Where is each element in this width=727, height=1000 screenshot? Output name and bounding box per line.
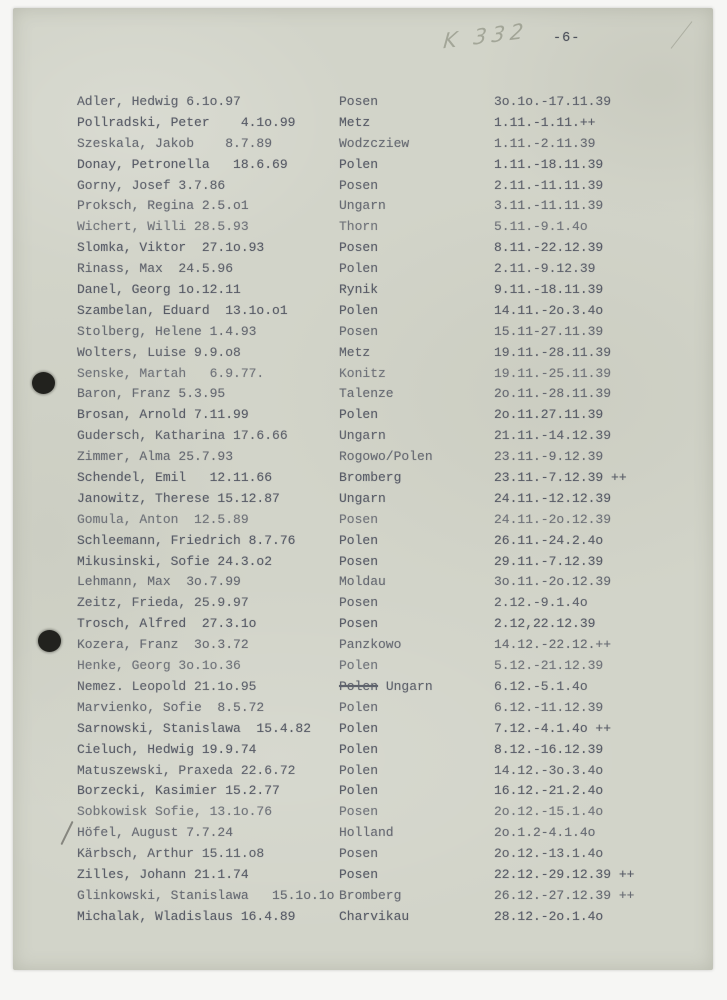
table-row xyxy=(77,405,677,426)
person-name-and-birthdate: Zilles, Johann 21.1.74 xyxy=(77,866,249,882)
table-row xyxy=(77,196,677,217)
person-name-and-birthdate: Senske, Martah 6.9.77. xyxy=(77,365,265,381)
detention-dates: 14.12.-3o.3.4o xyxy=(494,762,604,778)
person-name-and-birthdate: Sobkowisk Sofie, 13.1o.76 xyxy=(77,804,273,820)
table-row xyxy=(77,468,677,489)
person-name-and-birthdate: Brosan, Arnold 7.11.99 xyxy=(77,407,249,423)
place-of-origin: Polen xyxy=(339,783,379,799)
place-of-origin: Posen xyxy=(339,616,379,632)
table-row xyxy=(77,92,677,113)
detention-dates: 2.11.-11.11.39 xyxy=(494,177,604,193)
table-row xyxy=(77,510,677,531)
detention-dates: 7.12.-4.1.4o ++ xyxy=(494,720,612,736)
place-of-origin: Ungarn xyxy=(339,490,386,506)
place-corrected: Ungarn xyxy=(385,678,433,694)
person-name-and-birthdate: Szambelan, Eduard 13.1o.o1 xyxy=(77,302,288,318)
table-row xyxy=(77,113,677,134)
page-number: -6- xyxy=(553,31,581,46)
place-of-origin: Bromberg xyxy=(339,887,402,903)
punch-hole-bottom xyxy=(38,630,61,652)
detention-dates: 22.12.-29.12.39 ++ xyxy=(494,866,635,882)
table-row xyxy=(77,677,677,698)
place-of-origin: Ungarn xyxy=(339,198,386,214)
detention-dates: 2o.1.2-4.1.4o xyxy=(494,825,596,841)
person-name-and-birthdate: Mikusinski, Sofie 24.3.o2 xyxy=(77,553,273,569)
table-row xyxy=(77,343,677,364)
detention-dates: 3o.1o.-17.11.39 xyxy=(494,94,612,109)
detention-dates: 1.11.-1.11.++ xyxy=(494,114,596,130)
place-of-origin: Polen xyxy=(339,762,379,778)
place-of-origin: Polen xyxy=(339,658,379,674)
table-row xyxy=(77,802,677,823)
person-name-and-birthdate: Janowitz, Therese 15.12.87 xyxy=(77,490,280,506)
person-name-and-birthdate: Proksch, Regina 2.5.o1 xyxy=(77,198,249,214)
person-name-and-birthdate: Wichert, Willi 28.5.93 xyxy=(77,219,249,235)
place-of-origin: Posen xyxy=(339,323,379,339)
place-of-origin: Polen xyxy=(339,261,379,277)
place-of-origin: Thorn xyxy=(339,219,379,235)
prisoner-list xyxy=(77,92,677,928)
table-row xyxy=(77,364,677,385)
detention-dates: 1.11.-2.11.39 xyxy=(494,135,596,151)
place-of-origin: Posen xyxy=(339,595,379,611)
table-row xyxy=(77,656,677,677)
person-name-and-birthdate: Glinkowski, Stanislawa 15.1o.1o xyxy=(77,887,335,903)
table-row xyxy=(77,635,677,656)
place-of-origin: Metz xyxy=(339,344,371,360)
person-name-and-birthdate: Cieluch, Hedwig 19.9.74 xyxy=(77,741,257,757)
person-name-and-birthdate: Marvienko, Sofie 8.5.72 xyxy=(77,699,265,715)
person-name-and-birthdate: Slomka, Viktor 27.1o.93 xyxy=(77,240,265,256)
table-row xyxy=(77,531,677,552)
table-row xyxy=(77,552,677,573)
place-of-origin: Polen xyxy=(339,532,379,548)
detention-dates: 8.11.-22.12.39 xyxy=(494,240,604,256)
detention-dates: 24.11.-12.12.39 xyxy=(494,490,612,506)
place-of-origin: Metz xyxy=(339,114,371,130)
person-name-and-birthdate: Sarnowski, Stanislawa 15.4.82 xyxy=(77,720,312,736)
table-row xyxy=(77,384,677,405)
person-name-and-birthdate: Stolberg, Helene 1.4.93 xyxy=(77,323,257,339)
table-row xyxy=(77,698,677,719)
table-row xyxy=(77,217,677,238)
place-of-origin: Polen xyxy=(339,741,379,757)
table-row xyxy=(77,844,677,865)
detention-dates: 24.11.-2o.12.39 xyxy=(494,511,612,527)
detention-dates: 2o.12.-15.1.4o xyxy=(494,804,604,820)
detention-dates: 14.11.-2o.3.4o xyxy=(494,302,604,318)
place-of-origin: Posen xyxy=(339,94,379,109)
detention-dates: 21.11.-14.12.39 xyxy=(494,428,612,444)
table-row xyxy=(77,572,677,593)
detention-dates: 2.11.-9.12.39 xyxy=(494,261,596,277)
person-name-and-birthdate: Kozera, Franz 3o.3.72 xyxy=(77,637,249,653)
table-row xyxy=(77,155,677,176)
detention-dates: 2o.11.-28.11.39 xyxy=(494,386,612,402)
detention-dates: 23.11.-7.12.39 ++ xyxy=(494,470,627,486)
table-row xyxy=(77,614,677,635)
place-of-origin: Polen xyxy=(339,302,379,318)
table-row xyxy=(77,259,677,280)
person-name-and-birthdate: Henke, Georg 3o.1o.36 xyxy=(77,658,241,674)
person-name-and-birthdate: Wolters, Luise 9.9.o8 xyxy=(77,344,241,360)
person-name-and-birthdate: Donay, Petronella 18.6.69 xyxy=(77,156,288,172)
place-of-origin: Polen xyxy=(339,699,379,715)
detention-dates: 16.12.-21.2.4o xyxy=(494,783,604,799)
detention-dates: 15.11-27.11.39 xyxy=(494,323,604,339)
person-name-and-birthdate: Adler, Hedwig 6.1o.97 xyxy=(77,94,241,109)
place-of-origin: Posen xyxy=(339,804,379,820)
table-row xyxy=(77,322,677,343)
detention-dates: 26.12.-27.12.39 ++ xyxy=(494,887,635,903)
place-of-origin: Charvikau xyxy=(339,908,410,924)
person-name-and-birthdate: Gorny, Josef 3.7.86 xyxy=(77,177,226,193)
place-of-origin: Ungarn xyxy=(339,428,386,444)
place-of-origin: Posen xyxy=(339,511,379,527)
detention-dates: 8.12.-16.12.39 xyxy=(494,741,604,757)
place-of-origin: Posen xyxy=(339,866,379,882)
person-name-and-birthdate: Gudersch, Katharina 17.6.66 xyxy=(77,428,288,444)
table-row xyxy=(77,238,677,259)
table-row xyxy=(77,761,677,782)
detention-dates: 6.12.-5.1.4o xyxy=(494,678,588,694)
person-name-and-birthdate: Zimmer, Alma 25.7.93 xyxy=(77,449,234,465)
person-name-and-birthdate: Matuszewski, Praxeda 22.6.72 xyxy=(77,762,296,778)
table-row xyxy=(77,719,677,740)
place-of-origin: Holland xyxy=(339,825,394,841)
table-row xyxy=(77,593,677,614)
person-name-and-birthdate: Borzecki, Kasimier 15.2.77 xyxy=(77,783,280,799)
detention-dates: 23.11.-9.12.39 xyxy=(494,449,604,465)
table-row xyxy=(77,907,677,928)
detention-dates: 9.11.-18.11.39 xyxy=(494,282,604,298)
table-row xyxy=(77,426,677,447)
person-name-and-birthdate: Rinass, Max 24.5.96 xyxy=(77,261,234,277)
person-name-and-birthdate: Trosch, Alfred 27.3.1o xyxy=(77,616,257,632)
detention-dates: 5.11.-9.1.4o xyxy=(494,219,588,235)
person-name-and-birthdate: Gomula, Anton 12.5.89 xyxy=(77,511,249,527)
table-row xyxy=(77,489,677,510)
place-of-origin: Posen xyxy=(339,240,379,256)
table-row xyxy=(77,886,677,907)
place-of-origin: Posen xyxy=(339,177,379,193)
person-name-and-birthdate: Zeitz, Frieda, 25.9.97 xyxy=(77,595,249,611)
detention-dates: 14.12.-22.12.++ xyxy=(494,637,612,653)
detention-dates: 2.12.-9.1.4o xyxy=(494,595,588,611)
place-of-origin: Posen xyxy=(339,846,379,862)
place-of-origin: Bromberg xyxy=(339,470,402,486)
detention-dates: 28.12.-2o.1.4o xyxy=(494,908,604,924)
detention-dates: 6.12.-11.12.39 xyxy=(494,699,604,715)
scanned-paper-page xyxy=(13,8,713,970)
detention-dates: 3o.11.-2o.12.39 xyxy=(494,574,612,590)
place-of-origin: Polen xyxy=(339,407,379,423)
table-row xyxy=(77,280,677,301)
person-name-and-birthdate: Schleemann, Friedrich 8.7.76 xyxy=(77,532,296,548)
place-of-origin: Talenze xyxy=(339,386,394,402)
place-struck-through: Polen xyxy=(339,678,379,694)
person-name-and-birthdate: Nemez. Leopold 21.1o.95 xyxy=(77,678,257,694)
pencil-annotation: K 332 xyxy=(442,18,530,54)
detention-dates: 2.12,22.12.39 xyxy=(494,616,596,632)
place-of-origin: Konitz xyxy=(339,365,386,381)
table-row xyxy=(77,740,677,761)
person-name-and-birthdate: Höfel, August 7.7.24 xyxy=(77,825,234,841)
place-of-origin: Wodzcziew xyxy=(339,135,410,151)
detention-dates: 19.11.-28.11.39 xyxy=(494,344,612,360)
detention-dates: 26.11.-24.2.4o xyxy=(494,532,604,548)
paper-crease xyxy=(671,21,693,48)
detention-dates: 3.11.-11.11.39 xyxy=(494,198,604,214)
place-of-origin: Rogowo/Polen xyxy=(339,449,433,465)
table-row xyxy=(77,176,677,197)
table-row xyxy=(77,134,677,155)
place-of-origin: Posen xyxy=(339,553,379,569)
place-of-origin: Moldau xyxy=(339,574,386,590)
detention-dates: 2o.11.27.11.39 xyxy=(494,407,604,423)
person-name-and-birthdate: Szeskala, Jakob 8.7.89 xyxy=(77,135,273,151)
person-name-and-birthdate: Baron, Franz 5.3.95 xyxy=(77,386,226,402)
person-name-and-birthdate: Schendel, Emil 12.11.66 xyxy=(77,470,273,486)
detention-dates: 19.11.-25.11.39 xyxy=(494,365,612,381)
detention-dates: 5.12.-21.12.39 xyxy=(494,658,604,674)
detention-dates: 29.11.-7.12.39 xyxy=(494,553,604,569)
place-of-origin: Rynik xyxy=(339,282,379,298)
table-row xyxy=(77,823,677,844)
detention-dates: 1.11.-18.11.39 xyxy=(494,156,604,172)
person-name-and-birthdate: Lehmann, Max 3o.7.99 xyxy=(77,574,241,590)
pencil-checkmark xyxy=(60,821,73,845)
table-row xyxy=(77,301,677,322)
table-row xyxy=(77,447,677,468)
place-of-origin: Polen xyxy=(339,156,379,172)
person-name-and-birthdate: Kärbsch, Arthur 15.11.o8 xyxy=(77,846,265,862)
place-of-origin xyxy=(339,677,433,698)
place-of-origin: Polen xyxy=(339,720,379,736)
detention-dates: 2o.12.-13.1.4o xyxy=(494,846,604,862)
place-of-origin: Panzkowo xyxy=(339,637,402,653)
punch-hole-top xyxy=(32,372,55,394)
person-name-and-birthdate: Michalak, Wladislaus 16.4.89 xyxy=(77,908,296,924)
person-name-and-birthdate: Pollradski, Peter 4.1o.99 xyxy=(77,114,296,130)
person-name-and-birthdate: Danel, Georg 1o.12.11 xyxy=(77,282,241,298)
table-row xyxy=(77,865,677,886)
table-row xyxy=(77,781,677,802)
